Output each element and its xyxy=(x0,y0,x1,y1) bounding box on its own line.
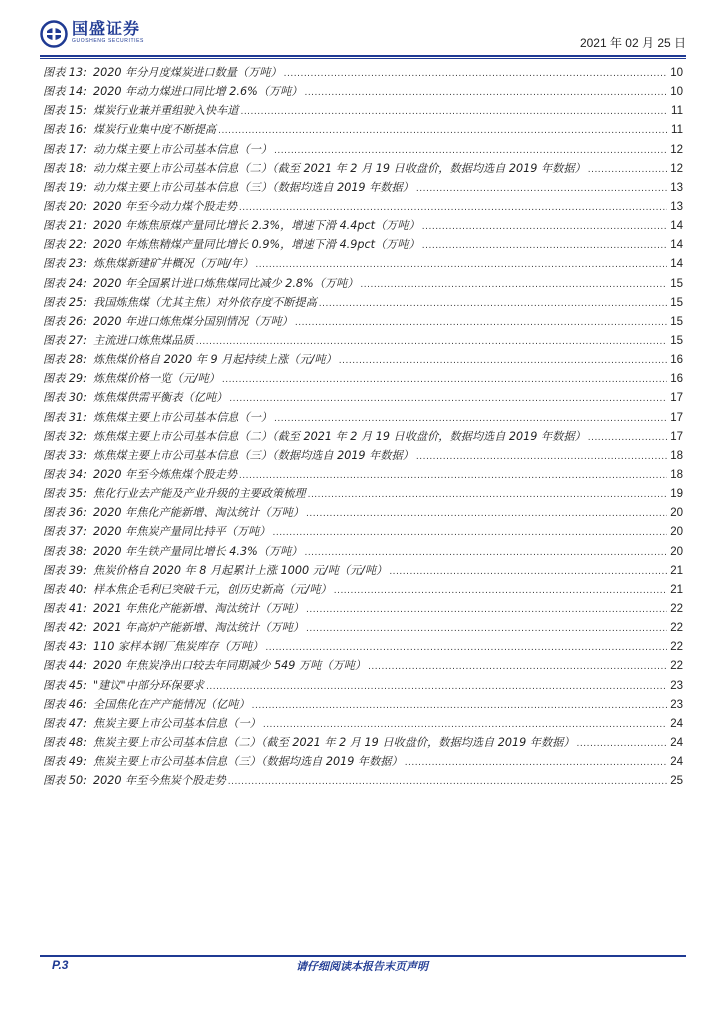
toc-page-number: 18 xyxy=(670,468,683,481)
toc-page-number: 22 xyxy=(670,660,683,673)
toc-dot-leader xyxy=(577,735,667,754)
toc-entry-label xyxy=(43,733,575,752)
toc-figure-number: 图表 26: xyxy=(43,314,87,328)
toc-entry[interactable] xyxy=(43,465,683,484)
toc-entry[interactable] xyxy=(43,446,683,465)
toc-entry-label xyxy=(43,561,387,580)
toc-page-number: 22 xyxy=(670,641,683,654)
toc-entry-label xyxy=(43,63,282,82)
toc-figure-number: 图表 40: xyxy=(43,582,87,596)
toc-figure-number: 图表 24: xyxy=(43,276,87,290)
toc-figure-title: 2021 年高炉产能新增、淘汰统计（万吨） xyxy=(93,621,305,635)
toc-figure-number: 图表 36: xyxy=(43,506,87,520)
page-header xyxy=(40,18,686,52)
toc-page-number: 11 xyxy=(671,105,683,118)
toc-figure-number: 图表 13: xyxy=(43,66,87,79)
toc-entry[interactable] xyxy=(43,254,683,273)
toc-figure-title: 2020 年焦化产能新增、淘汰统计（万吨） xyxy=(93,506,305,520)
toc-dot-leader xyxy=(306,601,667,620)
toc-figure-title: 煤炭行业兼并重组驶入快车道 xyxy=(93,104,239,118)
toc-figure-title: 2020 年炼焦精煤产量同比增长 0.9%，增速下滑 4.9pct（万吨） xyxy=(93,238,420,252)
toc-figure-title: 2021 年焦化产能新增、淘汰统计（万吨） xyxy=(93,601,305,615)
toc-figure-number: 图表 16: xyxy=(43,123,87,137)
toc-figure-title: 炼焦煤价格一览（元/吨） xyxy=(93,372,220,386)
toc-figure-number: 图表 43: xyxy=(43,640,87,654)
toc-entry[interactable] xyxy=(43,580,683,599)
toc-entry[interactable] xyxy=(43,216,683,235)
toc-entry[interactable] xyxy=(43,120,683,139)
toc-dot-leader xyxy=(284,65,667,84)
toc-entry-label xyxy=(43,446,414,465)
toc-figure-number: 图表 18: xyxy=(43,161,87,175)
toc-figure-title: 炼焦煤新建矿井概况（万吨/年） xyxy=(93,257,254,271)
toc-figure-number: 图表 27: xyxy=(43,333,87,347)
toc-figure-title: 我国炼焦煤（尤其主焦）对外依存度不断提高 xyxy=(93,295,317,309)
toc-entry[interactable] xyxy=(43,178,683,197)
toc-page-number: 16 xyxy=(670,373,683,386)
toc-entry[interactable] xyxy=(43,274,683,293)
toc-entry[interactable] xyxy=(43,197,683,216)
toc-figure-title: 炼焦煤价格自 2020 年 9 月起持续上涨（元/吨） xyxy=(93,353,337,367)
toc-entry[interactable] xyxy=(43,312,683,331)
toc-entry[interactable] xyxy=(43,331,683,350)
toc-figure-title: 2020 年进口炼焦煤分国别情况（万吨） xyxy=(93,314,293,328)
toc-entry-label xyxy=(43,274,358,293)
toc-figure-number: 图表 46: xyxy=(43,697,87,711)
toc-entry[interactable] xyxy=(43,618,683,637)
toc-figure-number: 图表 38: xyxy=(43,544,87,558)
toc-entry[interactable] xyxy=(43,159,683,178)
toc-figure-title: 2020 年至今炼焦煤个股走势 xyxy=(93,467,237,481)
toc-figure-number: 图表 49: xyxy=(43,755,87,769)
toc-page-number: 24 xyxy=(670,736,683,749)
toc-figure-title: 炼焦煤主要上市公司基本信息（三）（数据均选自 2019 年数据） xyxy=(93,448,414,462)
toc-entry-label xyxy=(43,254,253,273)
toc-dot-leader xyxy=(319,295,667,314)
company-logo-icon xyxy=(40,20,68,48)
toc-page-number: 14 xyxy=(670,239,683,252)
toc-figure-number: 图表 47: xyxy=(43,716,87,730)
toc-page-number: 23 xyxy=(670,698,683,711)
toc-figure-title: 2020 年生铁产量同比增长 4.3%（万吨） xyxy=(93,544,303,558)
report-date: 2021 年 02 月 25 日 xyxy=(579,36,686,50)
toc-figure-number: 图表 37: xyxy=(43,525,87,539)
toc-entry[interactable] xyxy=(43,637,683,656)
toc-dot-leader xyxy=(295,314,667,333)
toc-dot-leader xyxy=(304,84,667,103)
toc-page-number: 11 xyxy=(671,124,683,137)
toc-entry-label xyxy=(43,465,237,484)
toc-figure-number: 图表 48: xyxy=(43,735,87,749)
toc-page-number: 20 xyxy=(670,545,683,558)
toc-dot-leader xyxy=(368,658,667,677)
toc-figure-number: 图表 41: xyxy=(43,601,87,615)
toc-figure-title: 2020 年焦炭产量同比持平（万吨） xyxy=(93,525,271,539)
toc-figure-title: 煤炭行业集中度不断提高 xyxy=(93,123,217,137)
toc-figure-title: 全国焦化在产产能情况（亿吨） xyxy=(93,697,250,711)
toc-page-number: 20 xyxy=(670,526,683,539)
toc-figure-title: 焦炭主要上市公司基本信息（一） xyxy=(93,716,261,730)
toc-page-number: 13 xyxy=(670,200,683,213)
toc-figure-number: 图表 34: xyxy=(43,467,87,481)
toc-entry-label xyxy=(43,159,586,178)
header-divider xyxy=(40,55,686,57)
toc-entry-label xyxy=(43,484,306,503)
toc-page-number: 24 xyxy=(670,717,683,730)
toc-entry-label xyxy=(43,369,220,388)
toc-figure-number: 图表 28: xyxy=(43,353,87,367)
toc-figure-title: 110 家样本钢厂焦炭库存（万吨） xyxy=(93,640,264,654)
toc-page-number: 24 xyxy=(670,756,683,769)
toc-page-number: 14 xyxy=(670,220,683,233)
toc-figure-title: 主流进口炼焦煤品质 xyxy=(93,333,194,347)
toc-dot-leader xyxy=(228,773,667,792)
toc-dot-leader xyxy=(405,754,667,773)
toc-page-number: 15 xyxy=(670,315,683,328)
toc-dot-leader xyxy=(422,218,667,237)
toc-dot-leader xyxy=(416,180,667,199)
toc-figure-number: 图表 30: xyxy=(43,391,87,405)
toc-entry-label xyxy=(43,695,250,714)
toc-entry-label xyxy=(43,771,226,790)
toc-entry-label xyxy=(43,388,227,407)
toc-figure-number: 图表 17: xyxy=(43,142,87,156)
toc-entry-label xyxy=(43,676,204,695)
toc-entry-label xyxy=(43,235,420,254)
toc-figure-number: 图表 45: xyxy=(43,678,87,692)
toc-dot-leader xyxy=(308,486,667,505)
toc-entry-label xyxy=(43,216,420,235)
toc-page-number: 13 xyxy=(670,181,683,194)
toc-figure-title: 动力煤主要上市公司基本信息（二）（截至 2021 年 2 月 19 日收盘价，数据均选自 2019 年数据） xyxy=(93,161,586,175)
toc-entry[interactable] xyxy=(43,408,683,427)
toc-figure-number: 图表 23: xyxy=(43,257,87,271)
toc-entry[interactable] xyxy=(43,542,683,561)
toc-figure-number: 图表 50: xyxy=(43,774,87,788)
toc-entry-label xyxy=(43,178,414,197)
toc-entry-label xyxy=(43,599,304,618)
toc-figure-title: 2020 年焦炭净出口较去年同期减少 549 万吨（万吨） xyxy=(93,659,367,673)
toc-figure-number: 图表 31: xyxy=(43,410,87,424)
toc-dot-leader xyxy=(206,678,667,697)
toc-page-number: 22 xyxy=(670,622,683,635)
toc-entry[interactable] xyxy=(43,676,683,695)
toc-page-number: 10 xyxy=(670,86,683,99)
toc-figure-title: 焦炭主要上市公司基本信息（三）（数据均选自 2019 年数据） xyxy=(93,755,403,769)
toc-entry-label xyxy=(43,637,263,656)
toc-figure-title: 焦炭价格自 2020 年 8 月起累计上涨 1000 元/吨（元/吨） xyxy=(93,563,388,577)
toc-figure-title: 炼焦煤供需平衡表（亿吨） xyxy=(93,391,228,405)
company-logo xyxy=(40,20,144,50)
toc-entry[interactable] xyxy=(43,484,683,503)
toc-entry[interactable] xyxy=(43,733,683,752)
toc-entry-label xyxy=(43,656,366,675)
toc-page-number: 14 xyxy=(670,258,683,271)
toc-figure-title: 焦化行业去产能及产业升级的主要政策梳理 xyxy=(93,487,306,501)
toc-dot-leader xyxy=(240,103,667,122)
logo-text xyxy=(72,20,144,45)
toc-page-number: 18 xyxy=(670,449,683,462)
toc-page-number: 15 xyxy=(670,277,683,290)
toc-figure-title: "建议"中部分环保要求 xyxy=(93,678,204,692)
toc-entry-label xyxy=(43,522,270,541)
toc-entry[interactable] xyxy=(43,140,683,159)
toc-page-number: 21 xyxy=(670,583,683,596)
toc-figure-title: 2020 年至今动力煤个股走势 xyxy=(93,199,237,213)
logo-name-cn: 国盛证券 xyxy=(72,19,141,38)
toc-entry[interactable] xyxy=(43,350,683,369)
toc-dot-leader xyxy=(588,429,667,448)
toc-figure-number: 图表 19: xyxy=(43,180,87,194)
toc-figure-number: 图表 25: xyxy=(43,295,87,309)
footer-divider xyxy=(40,955,686,957)
toc-entry-label xyxy=(43,312,293,331)
toc-dot-leader xyxy=(252,697,667,716)
toc-entry[interactable] xyxy=(43,235,683,254)
toc-figure-number: 图表 44: xyxy=(43,659,87,673)
toc-page-number: 22 xyxy=(670,602,683,615)
toc-figure-number: 图表 35: xyxy=(43,487,87,501)
toc-page-number: 17 xyxy=(670,430,683,443)
toc-entry-label xyxy=(43,752,403,771)
toc-figure-title: 焦炭主要上市公司基本信息（二）（截至 2021 年 2 月 19 日收盘价，数据均选自 2019 年数据） xyxy=(93,735,575,749)
toc-page-number: 17 xyxy=(670,411,683,424)
toc-figure-number: 图表 14: xyxy=(43,85,87,99)
toc-entry[interactable] xyxy=(43,771,683,790)
toc-page-number: 15 xyxy=(670,334,683,347)
logo-name-en: GUOSHENG SECURITIES xyxy=(72,38,144,44)
toc-dot-leader xyxy=(416,448,667,467)
toc-dot-leader xyxy=(222,371,667,390)
toc-figure-number: 图表 29: xyxy=(43,372,87,386)
toc-entry[interactable] xyxy=(43,714,683,733)
toc-figure-title: 2020 年全国累计进口炼焦煤同比减少 2.8%（万吨） xyxy=(93,276,359,290)
toc-entry[interactable] xyxy=(43,752,683,771)
toc-entry-label xyxy=(43,542,302,561)
toc-figure-number: 图表 20: xyxy=(43,199,87,213)
toc-entry[interactable] xyxy=(43,522,683,541)
toc-figure-number: 图表 15: xyxy=(43,104,87,118)
toc-dot-leader xyxy=(229,390,667,409)
toc-figure-title: 样本焦企毛利已突破千元，创历史新高（元/吨） xyxy=(93,582,332,596)
toc-dot-leader xyxy=(272,524,667,543)
toc-figure-title: 动力煤主要上市公司基本信息（一） xyxy=(93,142,273,156)
toc-entry[interactable] xyxy=(43,561,683,580)
toc-figure-title: 2020 年分月度煤炭进口数量（万吨） xyxy=(93,66,282,79)
toc-dot-leader xyxy=(588,161,667,180)
toc-figure-title: 动力煤主要上市公司基本信息（三）（数据均选自 2019 年数据） xyxy=(93,180,414,194)
header-divider-thin xyxy=(40,58,686,59)
toc-page-number: 23 xyxy=(670,679,683,692)
toc-entry[interactable] xyxy=(43,82,683,101)
toc-entry[interactable] xyxy=(43,503,683,522)
toc-entry-label xyxy=(43,427,586,446)
toc-page-number: 20 xyxy=(670,507,683,520)
toc-figure-title: 2020 年至今焦炭个股走势 xyxy=(93,774,226,788)
toc-page-number: 21 xyxy=(670,564,683,577)
toc-entry-label xyxy=(43,580,332,599)
toc-figure-number: 图表 33: xyxy=(43,448,87,462)
toc-dot-leader xyxy=(339,352,667,371)
toc-entry[interactable] xyxy=(43,427,683,446)
toc-dot-leader xyxy=(334,582,667,601)
toc-page-number: 12 xyxy=(670,162,683,175)
toc-entry[interactable] xyxy=(43,388,683,407)
toc-dot-leader xyxy=(218,122,667,141)
disclaimer-note: 请仔细阅读本报告末页声明 xyxy=(296,960,428,973)
toc-figure-number: 图表 42: xyxy=(43,621,87,635)
toc-page-number: 12 xyxy=(670,143,683,156)
toc-entry[interactable] xyxy=(43,656,683,675)
toc-page-number: 15 xyxy=(670,296,683,309)
toc-dot-leader xyxy=(306,505,667,524)
toc-dot-leader xyxy=(422,237,667,256)
toc-dot-leader xyxy=(389,563,667,582)
toc-entry-label xyxy=(43,408,272,427)
toc-entry-label xyxy=(43,331,194,350)
toc-entry-label xyxy=(43,714,261,733)
toc-dot-leader xyxy=(360,276,667,295)
toc-entry[interactable] xyxy=(43,63,683,82)
toc-entry-label xyxy=(43,293,317,312)
toc-entry-label xyxy=(43,120,216,139)
toc-entry[interactable] xyxy=(43,101,683,120)
toc-page-number: 25 xyxy=(670,775,683,788)
toc-dot-leader xyxy=(306,620,667,639)
toc-page-number: 19 xyxy=(670,488,683,501)
toc-entry-label xyxy=(43,503,304,522)
toc-entry[interactable] xyxy=(43,293,683,312)
toc-figure-title: 2020 年动力煤进口同比增 2.6%（万吨） xyxy=(93,85,303,99)
toc-entry[interactable] xyxy=(43,695,683,714)
figure-list xyxy=(43,63,683,790)
toc-figure-number: 图表 21: xyxy=(43,219,87,233)
page-number: P.3 xyxy=(52,958,69,972)
toc-entry[interactable] xyxy=(43,599,683,618)
toc-entry-label xyxy=(43,82,302,101)
toc-figure-title: 炼焦煤主要上市公司基本信息（二）（截至 2021 年 2 月 19 日收盘价，数据均选自 2019 年数据） xyxy=(93,429,586,443)
toc-page-number: 10 xyxy=(670,67,683,79)
toc-entry[interactable] xyxy=(43,369,683,388)
toc-entry-label xyxy=(43,618,304,637)
toc-page-number: 16 xyxy=(670,354,683,367)
toc-figure-number: 图表 32: xyxy=(43,429,87,443)
toc-figure-title: 2020 年炼焦原煤产量同比增长 2.3%，增速下滑 4.4pct（万吨） xyxy=(93,219,420,233)
toc-entry-label xyxy=(43,350,337,369)
toc-entry-label xyxy=(43,197,237,216)
toc-figure-number: 图表 22: xyxy=(43,238,87,252)
toc-entry-label xyxy=(43,101,238,120)
toc-entry-label xyxy=(43,140,272,159)
toc-page-number: 17 xyxy=(670,392,683,405)
toc-figure-title: 炼焦煤主要上市公司基本信息（一） xyxy=(93,410,273,424)
toc-figure-number: 图表 39: xyxy=(43,563,87,577)
